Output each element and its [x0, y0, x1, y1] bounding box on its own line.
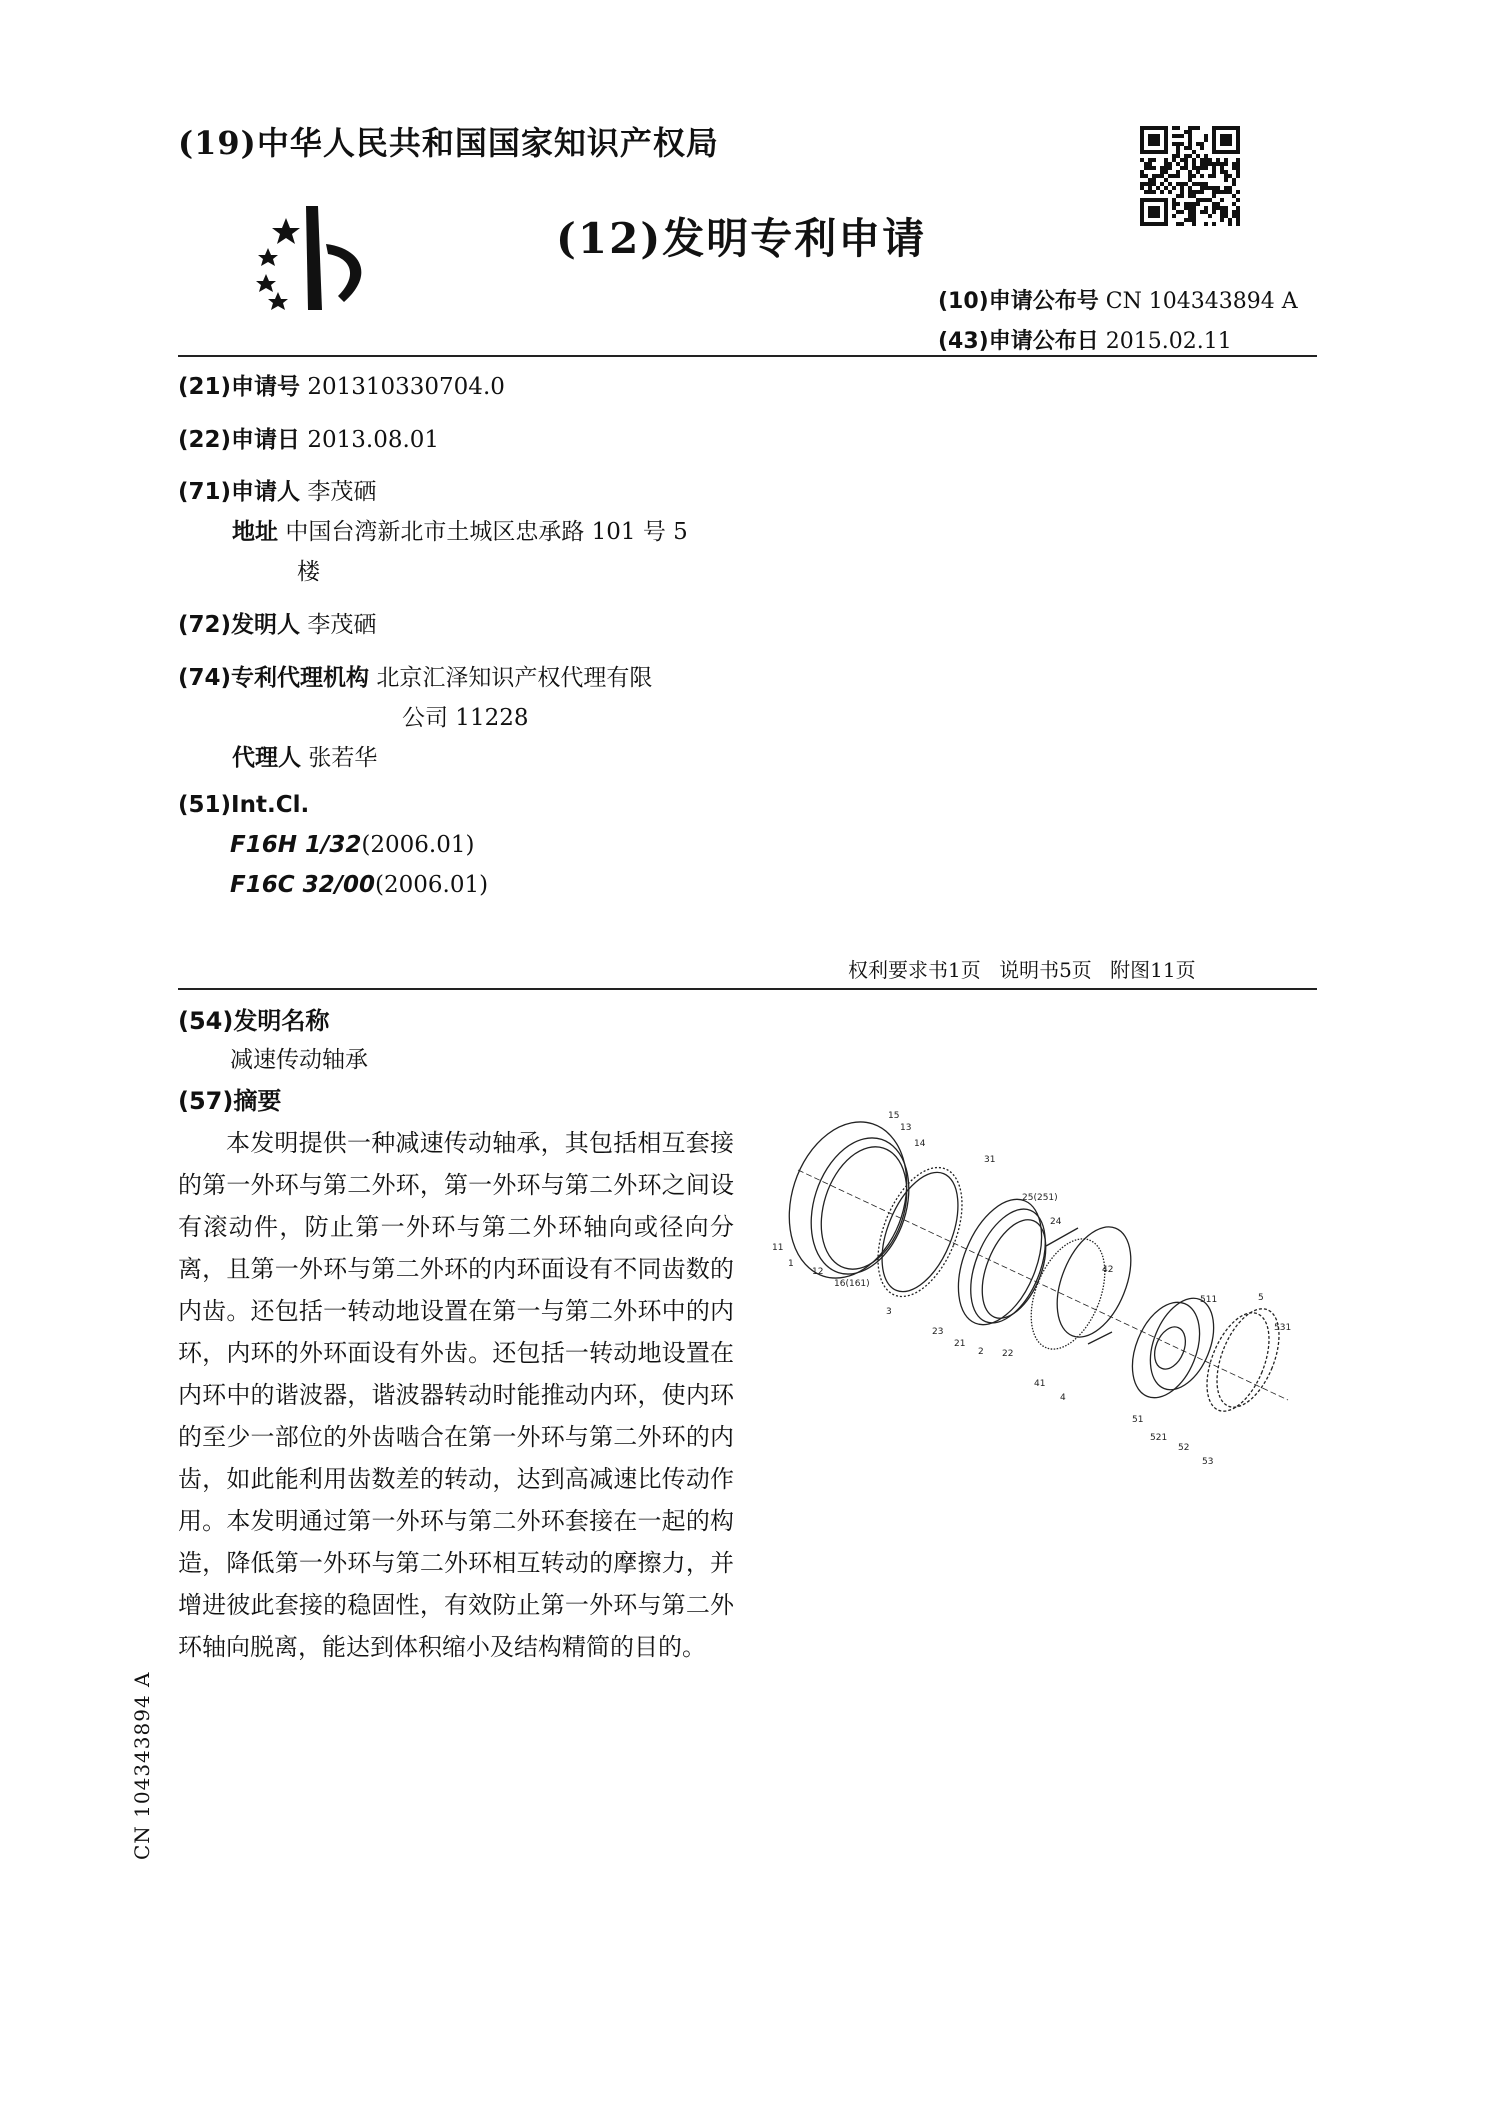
ipc-code: F16C 32/00 — [230, 872, 376, 898]
intcl-label: (51)Int.Cl. — [178, 792, 310, 818]
applicant-value: 李茂硒 — [307, 479, 377, 505]
abstract-label: (57)摘要 — [178, 1087, 282, 1115]
application-number-value: 201310330704.0 — [307, 374, 505, 400]
publication-date-value: 2015.02.11 — [1105, 329, 1232, 354]
address-row — [232, 513, 688, 546]
ipc-version: (2006.01) — [361, 832, 475, 858]
applicant-label: (71)申请人 — [178, 479, 301, 505]
figure-label: 42 — [1102, 1265, 1114, 1275]
agent-row — [232, 739, 377, 772]
applicant-row — [178, 473, 376, 506]
ipc-entry — [230, 832, 474, 858]
qr-code — [1140, 126, 1240, 226]
publication-date-row — [938, 324, 1232, 355]
intcl-row — [178, 792, 309, 818]
office-name: (19)中华人民共和国国家知识产权局 — [178, 124, 719, 162]
figure-label: 1 — [788, 1259, 794, 1269]
address-line-2: 楼 — [297, 559, 320, 585]
figure-label: 4 — [1060, 1393, 1066, 1403]
figure-label: 511 — [1200, 1295, 1218, 1305]
figure-label: 15 — [888, 1111, 900, 1121]
figure-label: 3 — [886, 1307, 892, 1317]
application-number-row — [178, 368, 505, 401]
publication-number-value: CN 104343894 A — [1105, 289, 1298, 314]
inventor-label: (72)发明人 — [178, 612, 301, 638]
document-type: (12)发明专利申请 — [556, 214, 927, 263]
figure-label: 2 — [978, 1347, 984, 1357]
figure-label: 5 — [1258, 1293, 1264, 1303]
header-divider — [178, 355, 1317, 357]
title-label: (54)发明名称 — [178, 1007, 330, 1035]
inventor-value: 李茂硒 — [307, 612, 377, 638]
publication-number-row — [938, 284, 1298, 315]
agent-label: 代理人 — [232, 745, 301, 771]
address-label: 地址 — [232, 519, 278, 545]
figure-label: 22 — [1002, 1349, 1014, 1359]
agency-row — [178, 659, 652, 692]
figure-label: 51 — [1132, 1415, 1144, 1425]
figure-label: 12 — [812, 1267, 824, 1277]
cnipa-logo — [248, 204, 382, 312]
invention-title: 减速传动轴承 — [230, 1047, 368, 1073]
agency-line-2: 公司 11228 — [402, 705, 529, 731]
page-count-divider — [178, 988, 1317, 990]
bearing-exploded-drawing — [768, 1100, 1304, 1480]
figure-label: 531 — [1274, 1323, 1292, 1333]
address-line-1: 中国台湾新北市土城区忠承路 101 号 5 — [285, 519, 688, 545]
figure-label: 53 — [1202, 1457, 1214, 1467]
figure-label: 23 — [932, 1327, 944, 1337]
ipc-code: F16H 1/32 — [230, 832, 362, 858]
inventor-row — [178, 606, 376, 639]
figure-label: 11 — [772, 1243, 784, 1253]
publication-number-label: (10)申请公布号 — [938, 289, 1099, 314]
figure-label: 31 — [984, 1155, 996, 1165]
ipc-version: (2006.01) — [375, 872, 489, 898]
agency-label: (74)专利代理机构 — [178, 665, 370, 691]
abstract-text: 本发明提供一种减速传动轴承，其包括相互套接的第一外环与第二外环，第一外环与第二外环之间设有滚动件，防止第一外环与第二外环轴向或径向分离，且第一外环与第二外环的内环面设有不同齿数的内齿。还包括一转动地设置在第一与第二外环中的内环，内环的外环面设有外齿。还包括一转动地设置在内环中的谐波器，谐波器转动时能推动内环，使内环的至少一部位的外齿啮合在第一外环与第二外环的内齿，如此能利用齿数差的转动，达到高减速比传动作用。本发明通过第一外环与第二外环套接在一起的构造，降低第一外环与第二外环相互转动的摩擦力，并增进彼此套接的稳固性，有效防止第一外环与第二外环轴向脱离，能达到体积缩小及结构精简的目的。 — [178, 1129, 734, 1661]
figure-label: 13 — [900, 1123, 912, 1133]
agent-value: 张若华 — [308, 745, 378, 771]
figure-label: 25(251) — [1022, 1193, 1058, 1203]
publication-date-label: (43)申请公布日 — [938, 329, 1099, 354]
agency-line-1: 北京汇泽知识产权代理有限 — [376, 665, 653, 691]
ipc-entry — [230, 872, 488, 898]
application-number-label: (21)申请号 — [178, 374, 301, 400]
page-counts: 权利要求书1页 说明书5页 附图11页 — [848, 958, 1196, 982]
figure-label: 52 — [1178, 1443, 1190, 1453]
application-date-value: 2013.08.01 — [307, 427, 440, 453]
application-date-label: (22)申请日 — [178, 427, 301, 453]
figure-label: 16(161) — [834, 1279, 870, 1289]
figure-label: 14 — [914, 1139, 926, 1149]
figure-reference-labels — [772, 1111, 1291, 1467]
figure-label: 41 — [1034, 1379, 1046, 1389]
application-date-row — [178, 421, 439, 454]
figure-label: 21 — [954, 1339, 966, 1349]
side-publication-number: CN 104343894 A — [130, 1671, 154, 1860]
figure-label: 521 — [1150, 1433, 1168, 1443]
figure-label: 24 — [1050, 1217, 1062, 1227]
